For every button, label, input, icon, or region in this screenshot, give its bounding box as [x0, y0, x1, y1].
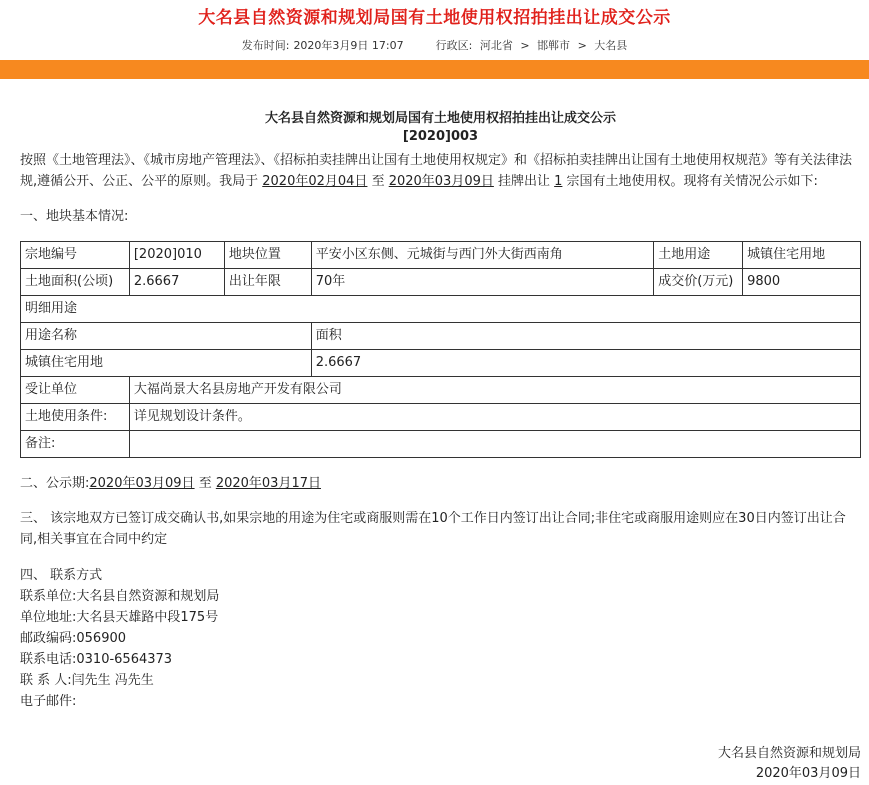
table-cell: 成交价(万元)	[654, 269, 743, 296]
publicity-start-date: 2020年03月09日	[89, 476, 195, 491]
publish-label: 发布时间:	[241, 39, 290, 52]
table-cell: 2.6667	[129, 269, 224, 296]
section-2-to: 至	[194, 476, 216, 491]
table-cell: 面积	[311, 323, 860, 350]
parcel-count: 1	[554, 174, 563, 189]
announcement-body	[20, 110, 861, 712]
table-cell: 出让年限	[224, 269, 311, 296]
publish-time: 2020年3月9日 17:07	[293, 39, 404, 52]
table-cell: 受让单位	[21, 377, 130, 404]
table-cell: 城镇住宅用地	[21, 350, 312, 377]
section-4-heading: 四、 联系方式	[20, 568, 103, 583]
intro-text: 按照《土地管理法》、《城市房地产管理法》、《招标拍卖挂牌出让国有土地使用权规定》和《招标拍卖挂牌出让国有土地使用权规范》等有关法律法规,遵循公开、公正、公平的原则。我局于	[20, 153, 853, 189]
listing-start-date: 2020年02月04日	[262, 174, 368, 189]
doc-number: [2020]003	[402, 129, 479, 144]
table-cell: 土地使用条件:	[21, 404, 130, 431]
region-label: 行政区:	[435, 39, 473, 52]
table-cell: 详见规划设计条件。	[129, 404, 860, 431]
table-cell: 地块位置	[224, 242, 311, 269]
table-cell: 大福尚景大名县房地产开发有限公司	[129, 377, 860, 404]
intro-text: 宗国有土地使用权。现将有关情况公示如下:	[562, 174, 818, 189]
table-cell: 土地面积(公顷)	[21, 269, 130, 296]
contact-zip: 邮政编码:056900	[20, 631, 127, 646]
table-cell: 平安小区东侧、元城街与西门外大街西南角	[311, 242, 653, 269]
breadcrumb-province[interactable]: 河北省	[479, 39, 513, 52]
signature-org: 大名县自然资源和规划局	[717, 746, 861, 761]
table-row	[21, 431, 861, 458]
table-cell: 城镇住宅用地	[743, 242, 861, 269]
table-cell: 9800	[743, 269, 861, 296]
table-row	[21, 323, 861, 350]
signature-block	[718, 744, 861, 784]
table-cell: 宗地编号	[21, 242, 130, 269]
table-cell: 2.6667	[311, 350, 860, 377]
intro-text: 挂牌出让	[493, 174, 555, 189]
orange-divider-bar	[0, 60, 869, 79]
contact-phone: 联系电话:0310-6564373	[20, 652, 173, 667]
table-cell: [2020]010	[129, 242, 224, 269]
publish-meta	[0, 37, 869, 53]
table-row	[21, 350, 861, 377]
contact-unit: 联系单位:大名县自然资源和规划局	[20, 589, 220, 604]
table-row	[21, 377, 861, 404]
contact-email: 电子邮件:	[20, 694, 77, 709]
table-row	[21, 296, 861, 323]
listing-end-date: 2020年03月09日	[388, 174, 494, 189]
breadcrumb-city[interactable]: 邯郸市	[537, 39, 571, 52]
table-cell: 70年	[311, 269, 653, 296]
contact-address: 单位地址:大名县天雄路中段175号	[20, 610, 219, 625]
section-3-paragraph: 三、 该宗地双方已签订成交确认书,如果宗地的用途为住宅或商服则需在10个工作日内签订出让合同;非住宅或商服用途则应在30日内签订出让合同,相关事宜在合同中约定	[20, 511, 846, 547]
table-cell: 土地用途	[654, 242, 743, 269]
parcel-table	[20, 241, 861, 458]
section-2-publicity-period	[20, 474, 861, 494]
intro-text: 至	[367, 174, 389, 189]
breadcrumb-county[interactable]: 大名县	[594, 39, 628, 52]
table-cell: 明细用途	[21, 296, 861, 323]
table-cell: 用途名称	[21, 323, 312, 350]
doc-title: 大名县自然资源和规划局国有土地使用权招拍挂出让成交公示	[264, 111, 616, 126]
chevron-right-icon: >	[577, 39, 587, 52]
intro-paragraph	[20, 150, 861, 192]
signature-date: 2020年03月09日	[755, 766, 861, 781]
table-row	[21, 269, 861, 296]
table-row	[21, 242, 861, 269]
chevron-right-icon: >	[520, 39, 530, 52]
section-1-heading: 一、地块基本情况:	[20, 209, 129, 224]
page-title: 大名县自然资源和规划局国有土地使用权招拍挂出让成交公示	[198, 8, 671, 28]
table-cell	[129, 431, 860, 458]
table-cell: 备注:	[21, 431, 130, 458]
publicity-end-date: 2020年03月17日	[215, 476, 321, 491]
contact-person: 联 系 人:闫先生 冯先生	[20, 673, 154, 688]
contact-block	[20, 565, 861, 712]
table-row	[21, 404, 861, 431]
section-2-label: 二、公示期:	[20, 476, 90, 491]
